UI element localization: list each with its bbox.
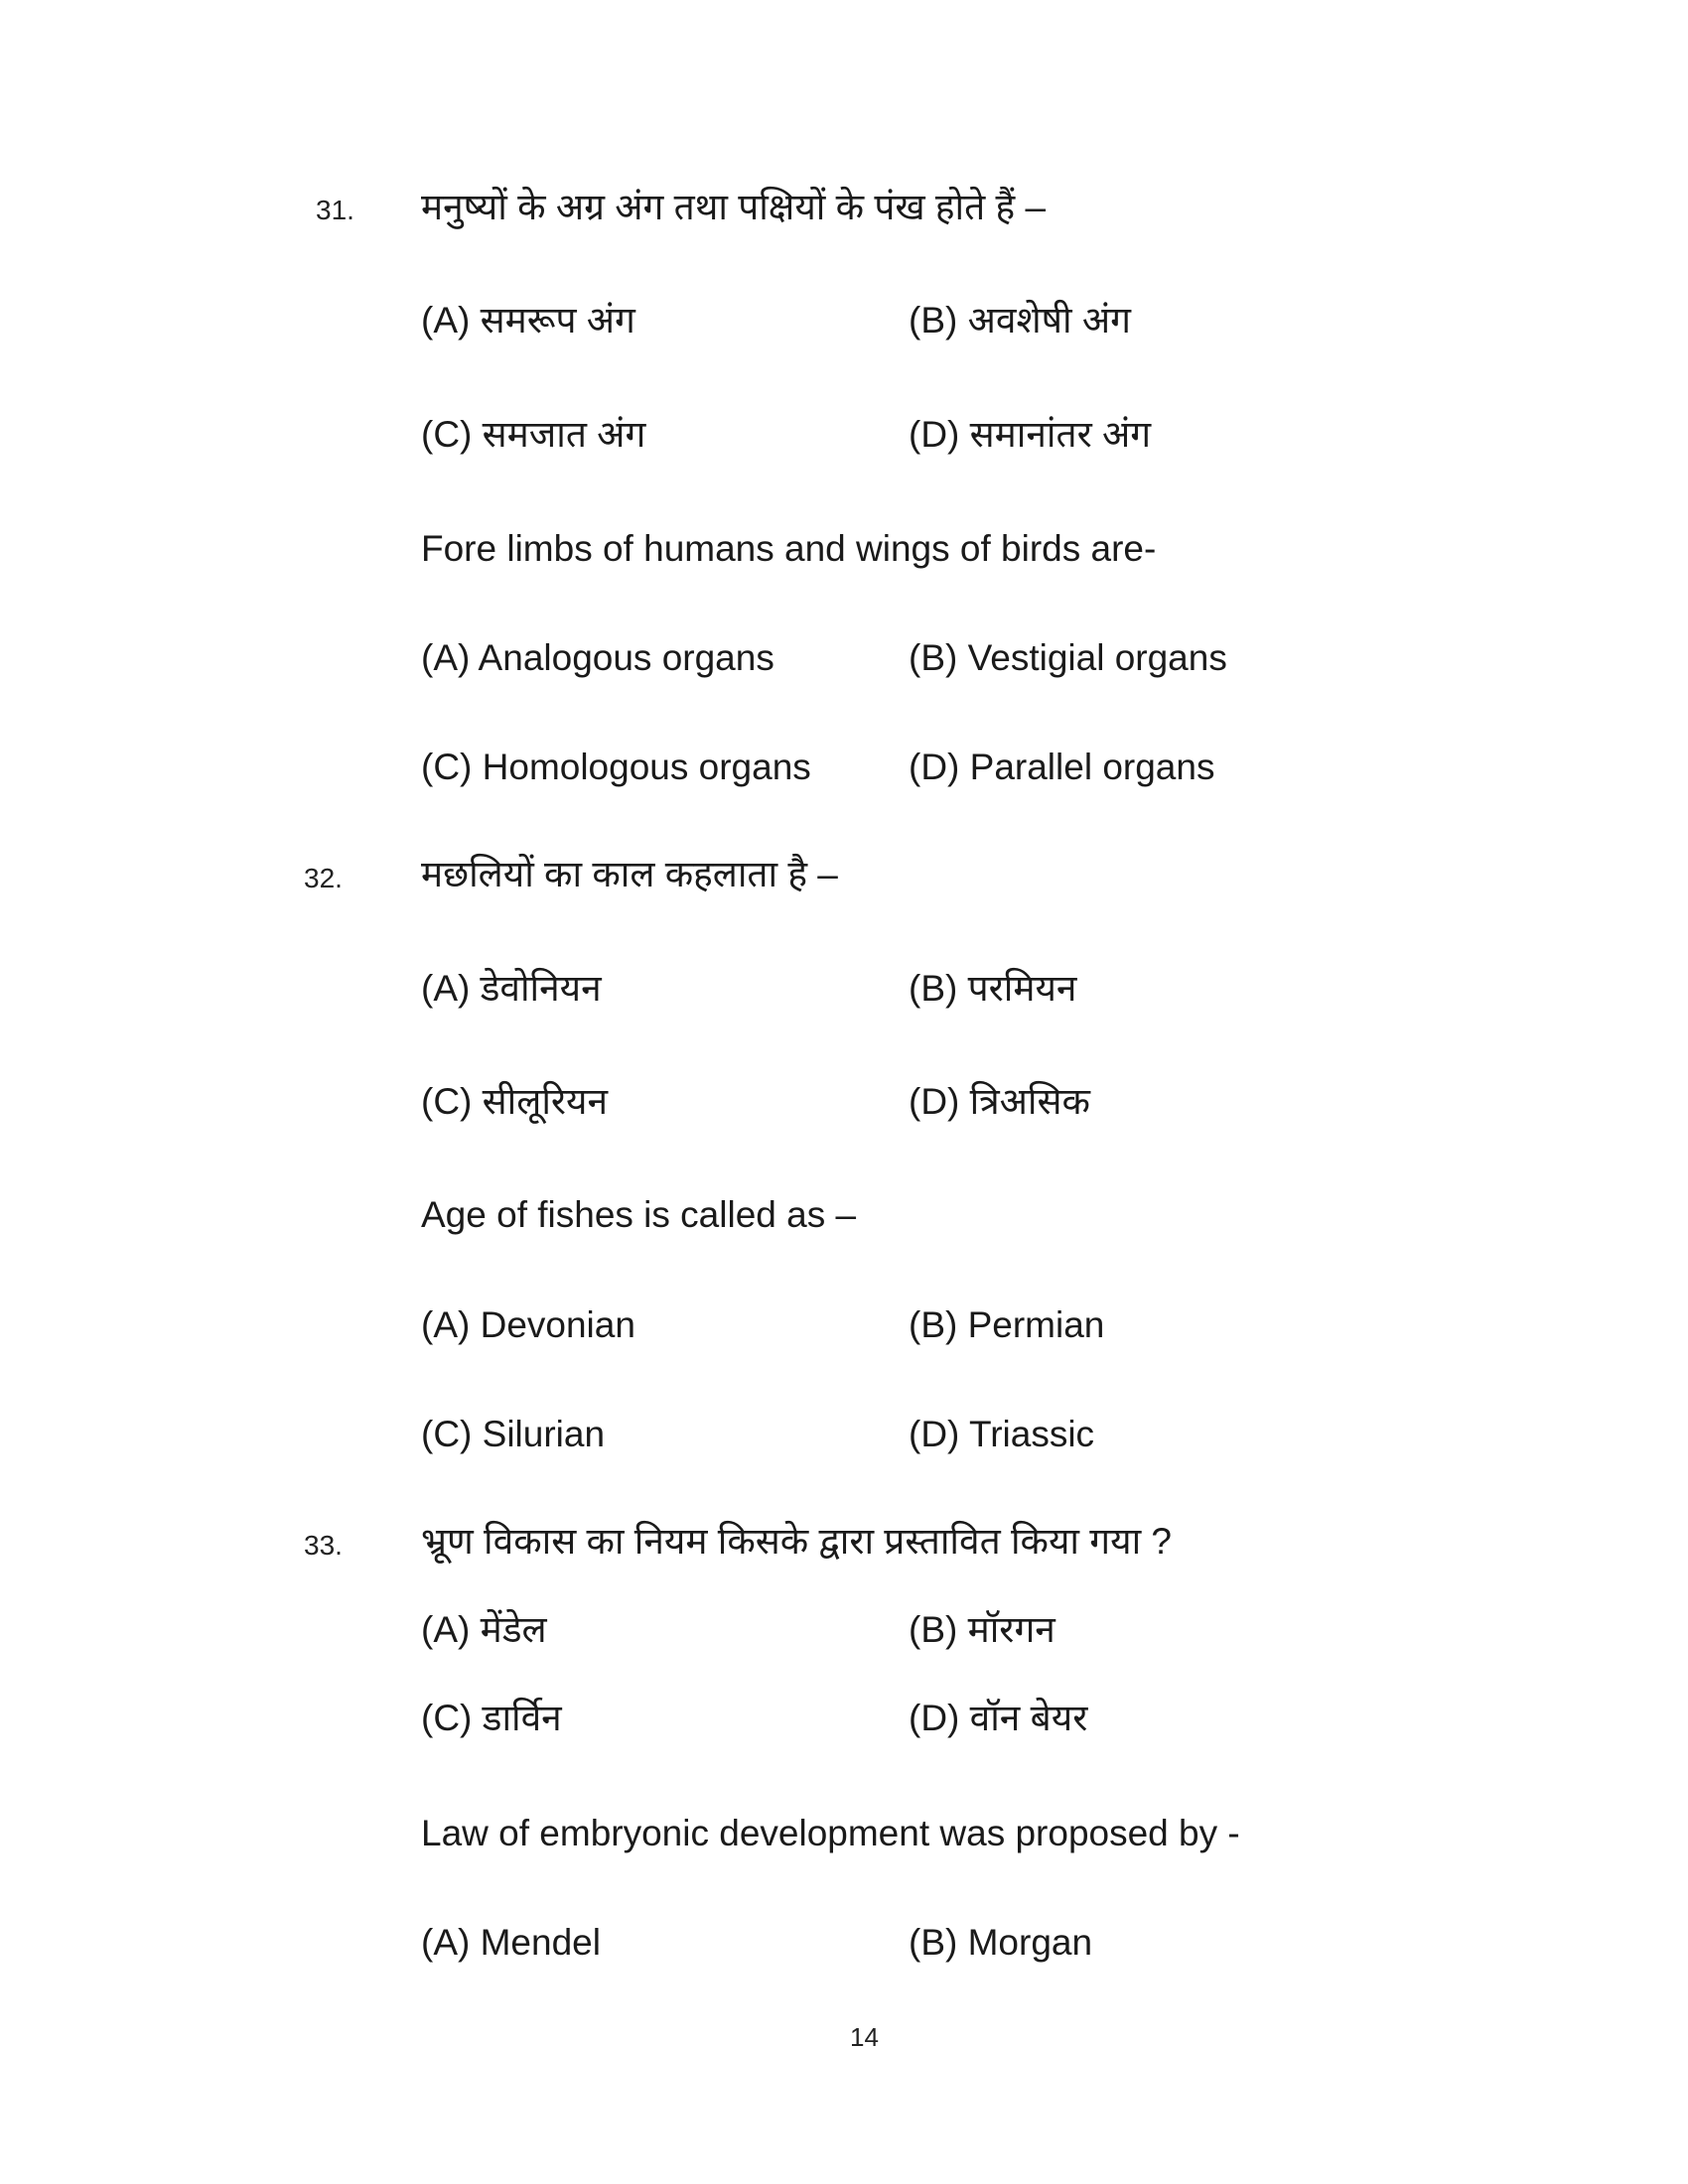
option-a-hindi: (A) मेंडेल <box>421 1609 547 1650</box>
option-c-english: (C) Homologous organs <box>421 747 811 787</box>
page-number: 14 <box>850 2022 879 2052</box>
option-d-hindi: (D) त्रिअसिक <box>909 1081 1090 1122</box>
question-number: 32. <box>304 863 343 893</box>
option-d-hindi: (D) समानांतर अंग <box>909 414 1152 455</box>
option-b-english: (B) Morgan <box>909 1922 1093 1963</box>
option-a-hindi: (A) डेवोनियन <box>421 968 602 1009</box>
question-text-hindi: मनुष्यों के अग्र अंग तथा पक्षियों के पंख होते हैं – <box>421 187 1047 227</box>
question-text-english: Age of fishes is called as – <box>421 1194 857 1235</box>
option-d-english: (D) Parallel organs <box>909 747 1215 787</box>
option-a-hindi: (A) समरूप अंग <box>421 300 635 341</box>
option-b-hindi: (B) मॉरगन <box>909 1609 1055 1650</box>
option-a-english: (A) Mendel <box>421 1922 601 1963</box>
question-number: 33. <box>304 1530 343 1561</box>
option-b-hindi: (B) परमियन <box>909 968 1077 1009</box>
option-c-english: (C) Silurian <box>421 1414 606 1454</box>
option-c-hindi: (C) समजात अंग <box>421 414 646 455</box>
question-text-hindi: मछलियों का काल कहलाता है – <box>421 854 838 894</box>
question-text-hindi: भ्रूण विकास का नियम किसके द्वारा प्रस्तावित किया गया ? <box>421 1521 1173 1562</box>
option-a-english: (A) Analogous organs <box>421 637 774 678</box>
option-c-hindi: (C) डार्विन <box>421 1698 562 1738</box>
option-d-english: (D) Triassic <box>909 1414 1095 1454</box>
question-number: 31. <box>316 195 354 225</box>
option-b-english: (B) Permian <box>909 1304 1105 1345</box>
question-text-english: Law of embryonic development was proposed by - <box>421 1813 1240 1853</box>
option-c-hindi: (C) सीलूरियन <box>421 1081 609 1122</box>
question-text-english: Fore limbs of humans and wings of birds are- <box>421 528 1157 569</box>
option-b-hindi: (B) अवशेषी अंग <box>909 300 1131 341</box>
option-a-english: (A) Devonian <box>421 1304 635 1345</box>
option-d-hindi: (D) वॉन बेयर <box>909 1698 1088 1738</box>
option-b-english: (B) Vestigial organs <box>909 637 1227 678</box>
